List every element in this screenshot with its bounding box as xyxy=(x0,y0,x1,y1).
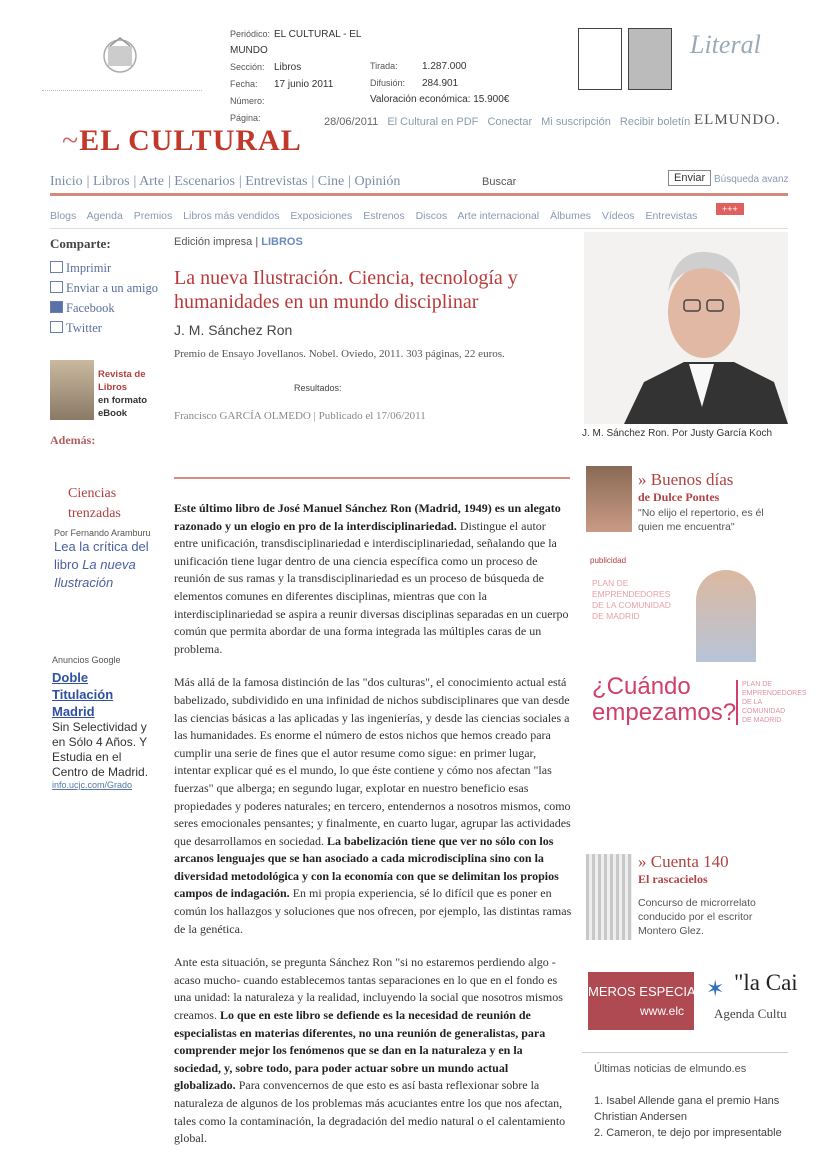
ad-text: Sin Selectividad y en Sólo 4 Años. Y Estudia en el Centro de Madrid. xyxy=(52,720,149,779)
paragraph-3: Ante esta situación, se pregunta Sánchez Ron "si no estaremos perdiendo algo -acaso mucho- cuando establecemos tantas separaciones en lo que en el fondo es una unidad: la naturaleza y la realidad, incluyendo la social que nosotros mismos creamos. Lo que en este libro se defiende es la necesidad de reunión de especialistas en materias diferentes, no una reunión de generalistas, para comprender mejor los fenómenos que se dan en la naturaleza y en la sociedad, y, sobre todo, para poder actuar sobre un mundo actual globalizado. Para convencernos de que esto es así basta reflexionar sobre la naturaleza de algunos de los problemas más acuciantes entre los que nos afectan, tales como la contaminación, la degradación del medio natural o el calentamiento global. xyxy=(174,955,566,1146)
pdf-link[interactable]: El Cultural en PDF xyxy=(387,116,479,128)
ebook-banner[interactable] xyxy=(50,360,166,420)
ad-person xyxy=(696,570,756,662)
facebook-icon xyxy=(50,301,63,313)
related-author: Por Fernando Aramburu xyxy=(54,528,151,538)
subnav-arte-internacional[interactable]: Arte internacional xyxy=(457,210,540,222)
subnav-mas-vendidos[interactable]: Libros más vendidos xyxy=(183,210,280,222)
ads-label: Anuncios Google xyxy=(52,655,121,665)
caixa-star-icon: ✶ xyxy=(706,976,725,1001)
news-item[interactable]: 2. Cameron, te dejo por impresentable xyxy=(594,1127,782,1139)
subnav-videos[interactable]: Vídeos xyxy=(601,210,635,222)
book-details: Premio de Ensayo Jovellanos. Nobel. Oviedo, 2011. 303 páginas, 22 euros. xyxy=(174,348,505,360)
nav-libros[interactable]: Libros xyxy=(92,174,130,189)
article-title: La nueva Ilustración. Ciencia, tecnología y humanidades en un mundo disciplinar xyxy=(174,267,518,313)
nav-escenarios[interactable]: Escenarios xyxy=(174,174,235,189)
conectar-link[interactable]: Conectar xyxy=(487,116,533,128)
subnav-albumes[interactable]: Álbumes xyxy=(550,210,591,222)
search-input[interactable] xyxy=(520,172,662,188)
subnav-discos[interactable]: Discos xyxy=(415,210,448,222)
related-title[interactable]: Ciencias trenzadas xyxy=(68,486,121,521)
print-icon xyxy=(50,261,63,273)
ebook-image xyxy=(50,360,94,420)
paragraph-2: Más allá de la famosa distinción de las "dos culturas", el conocimiento actual está babelizado, subdividido en una infinidad de nichos subdisciplinares que van desde las ciencias básicas a las aplicadas y las ingenierías, y desde las ciencias sociales a las humanidades. Es enorme el número de estos nichos que hemos creado para cumplir una serie de fines que el autor resume como sigue: en primer lugar, intentar explicar qué es el mundo, lo que éste contiene y cómo nos afectan "las fuerzas" que alberga; en segundo lugar, explotar en nuestro beneficio esas propiedades y poderes naturales; en tercero, entendernos a nosotros mismos, como seres emocionales pensantes; y finalmente, en cuarto lugar, agrupar las actividades que desarrollamos en sociedad. La babelización tiene que ver no sólo con los arcanos lenguajes que se han asociado a cada microdisciplina sino con la diversidad metodológica y con la economía con que se delimitan los propios campos de indagación. En mi propia experiencia, sé lo difícil que es poner en común los hallazgos y soluciones que nos ofrecen, por ejemplo, las distintas ramas de la genética. xyxy=(174,675,572,936)
clip-box-2 xyxy=(628,28,672,90)
cuenta140-title[interactable]: » Cuenta 140 xyxy=(638,852,729,871)
nav-cine[interactable]: Cine xyxy=(317,174,345,189)
author-photo xyxy=(584,232,788,424)
related-article xyxy=(54,484,154,592)
share-twitter[interactable]: Twitter xyxy=(50,318,170,338)
sub-nav xyxy=(50,210,705,222)
buenos-dias-photo[interactable] xyxy=(586,466,632,532)
search-label: Buscar xyxy=(482,176,517,188)
subnav-entrevistas[interactable]: Entrevistas xyxy=(645,210,698,222)
news-item[interactable]: 1. Isabel Allende gana el premio Hans Christian Andersen xyxy=(594,1095,780,1123)
signature-logo: Literal xyxy=(690,30,761,59)
ad-title-link[interactable]: Doble Titulación Madrid xyxy=(52,670,114,719)
subnav-estrenos[interactable]: Estrenos xyxy=(363,210,405,222)
especial-banner[interactable]: MEROS ESPECIA www.elc xyxy=(588,972,694,1030)
twitter-icon xyxy=(50,321,63,333)
elmundo-logo[interactable]: ELMUNDO. xyxy=(694,112,781,128)
suscripcion-link[interactable]: Mi suscripción xyxy=(541,116,611,128)
buenos-dias-subtitle[interactable]: de Dulce Pontes xyxy=(638,490,720,504)
cuenta140-subtitle[interactable]: El rascacielos xyxy=(638,872,708,886)
related-link[interactable]: Lea la crítica del libro La nueva Ilustración xyxy=(54,539,149,590)
nav-opinion[interactable]: Opinión xyxy=(354,174,401,189)
news-list xyxy=(594,1093,788,1141)
nav-entrevistas[interactable]: Entrevistas xyxy=(245,174,308,189)
ademas-heading: Además: xyxy=(50,433,96,447)
subnav-agenda[interactable]: Agenda xyxy=(86,210,123,222)
clipping-meta-right: Tirada: 1.287.000 Difusión: 284.901 Valoración económica: 15.900€ xyxy=(370,61,510,105)
section-link[interactable]: LIBROS xyxy=(261,236,303,248)
subnav-exposiciones[interactable]: Exposiciones xyxy=(290,210,353,222)
news-box xyxy=(582,1052,788,1163)
resultados-label: Resultados: xyxy=(294,383,342,393)
nav-inicio[interactable]: Inicio xyxy=(50,174,83,189)
ad-pub-label: publicidad xyxy=(590,556,627,565)
photo-caption: J. M. Sánchez Ron. Por Justy García Koch xyxy=(582,428,773,439)
nav-divider xyxy=(50,193,788,196)
ad-pink-text: PLAN DE EMPRENDEDORES DE LA COMUNIDAD DE MADRID xyxy=(592,578,671,621)
article-author: J. M. Sánchez Ron xyxy=(174,322,293,338)
cuenta140-image[interactable] xyxy=(586,854,632,940)
press-logo xyxy=(80,34,160,84)
boletin-link[interactable]: Recibir boletín xyxy=(619,116,691,128)
search-send-button[interactable]: Enviar xyxy=(668,170,711,186)
share-heading: Comparte: xyxy=(50,236,111,251)
main-nav: Inicio | Libros | Arte | Escenarios | Entrevistas | Cine | Opinión xyxy=(50,174,401,189)
subnav-blogs[interactable]: Blogs xyxy=(50,210,77,222)
advanced-search-link[interactable]: Búsqueda avanz xyxy=(714,174,789,185)
buenos-dias-title[interactable]: » Buenos días xyxy=(638,470,734,489)
cuenta140-text: Concurso de microrrelato conducido por el escritor Montero Glez. xyxy=(638,897,756,937)
ad-side-text: PLAN DE EMPRENDEDORES DE LA COMUNIDAD DE MADRID xyxy=(736,680,794,725)
ad-block[interactable] xyxy=(586,556,807,744)
edition-label: Edición impresa | LIBROS xyxy=(174,236,303,248)
top-links: 28/06/2011 El Cultural en PDF Conectar Mi suscripción Recibir boletín xyxy=(324,116,691,128)
ad-question: ¿Cuándo empezamos? xyxy=(592,673,737,726)
paragraph-1: Este último libro de José Manuel Sánchez Ron (Madrid, 1949) es un alegato razonado y un elogio en pro de la interdisciplinariedad. Distingue el autor entre unificación, transdisciplinariedad e interdisciplinariedad, señalando que la unificación tiene lugar dentro de una ciencia específica como un proceso de reunión de sus ramas y la transdisciplinariedad es un proceso de búsqueda de elementos comunes en diferentes disciplinas, mientras que con la interdisciplinariedad se aspira a reunir diversas disciplinas separadas en un cuerpo común que permita abordar de una forma integrada las múltiples caras de un problema. xyxy=(174,501,569,656)
share-facebook[interactable]: Facebook xyxy=(50,298,170,318)
subnav-premios[interactable]: Premios xyxy=(133,210,173,222)
article-body xyxy=(174,500,572,1148)
subnav-divider xyxy=(50,228,788,229)
site-logo[interactable]: ~EL CULTURAL xyxy=(62,124,302,157)
caixa-agenda[interactable]: Agenda Cultu xyxy=(714,1006,787,1021)
clip-box-1 xyxy=(578,28,622,90)
nav-arte[interactable]: Arte xyxy=(139,174,164,189)
article-divider xyxy=(174,477,570,479)
share-print[interactable]: Imprimir xyxy=(50,258,170,278)
clipping-meta-left: Periódico: EL CULTURAL - EL MUNDO Sección: Libros Fecha: 17 junio 2011 Número: Página: xyxy=(230,29,362,123)
ad-url[interactable]: info.ucjc.com/Grado xyxy=(52,780,133,790)
press-logo-caption xyxy=(42,82,202,91)
ebook-text: Revista de Libros en formato eBook xyxy=(98,369,148,419)
subnav-badge[interactable]: +++ xyxy=(716,203,744,215)
share-email[interactable]: Enviar a un amigo xyxy=(50,278,170,298)
google-ads xyxy=(52,655,152,790)
article-byline: Francisco GARCÍA OLMEDO | Publicado el 17/06/2011 xyxy=(174,410,426,422)
news-header: Últimas noticias de elmundo.es xyxy=(594,1063,747,1075)
caixa-logo[interactable]: "la Cai xyxy=(734,970,798,995)
email-icon xyxy=(50,281,63,293)
share-list xyxy=(50,258,170,338)
buenos-dias-quote: "No elijo el repertorio, es él quien me encuentra" xyxy=(638,507,764,533)
